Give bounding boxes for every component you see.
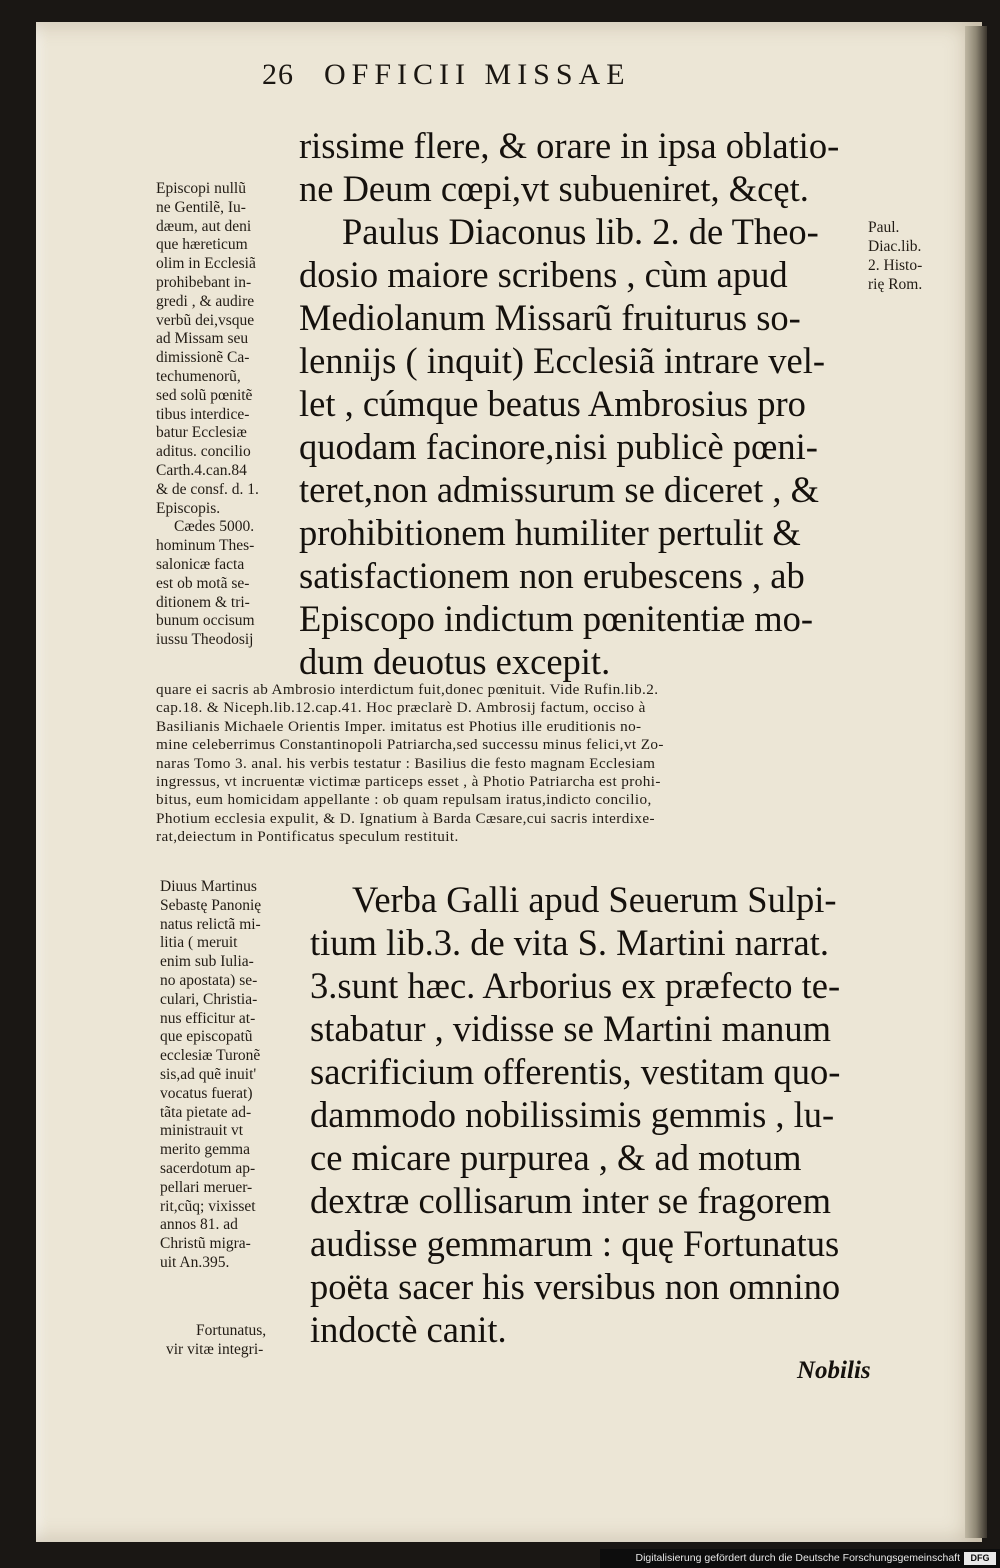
note-line: rię Rom. [868,276,923,293]
text-line: lennijs ( inquit) Ecclesiã intrare vel- [299,340,826,381]
text-line: indoctè canit. [310,1309,507,1350]
text-line: audisse gemmarum : quę Fortunatus [310,1223,840,1264]
text-line: ne Deum cœpi,vt subueniret, &cęt. [299,168,809,209]
note-line: techumenorũ, [156,368,241,385]
note-line: Photium ecclesia expulit, & D. Ignatium à Barda Cæsare,cui sacris interdixe- [156,809,655,827]
note-line: Basilianis Michaele Orientis Imper. imitatus est Photius ille eruditionis no- [156,717,642,735]
note-line: Cædes 5000. [174,518,255,536]
note-line: culari, Christia- [160,990,258,1008]
note-line: que hæreticum [156,236,248,254]
note-line: prohibebant in- [156,274,252,291]
note-line: natus relictã mi- [160,915,261,933]
note-line: que episcopatũ [160,1028,253,1046]
note-line: olim in Ecclesiã [156,255,256,273]
text-line: Paulus Diaconus lib. 2. de Theo- [342,211,819,252]
digitization-footer [600,1549,1000,1568]
note-line: vir vitæ integri- [166,1341,264,1358]
dfg-logo: DFG [964,1552,996,1565]
note-line: rat,deiectum in Pontificatus speculum restituit. [156,828,459,846]
note-line: Episcopi nullũ [156,180,246,197]
note-line: naras Tomo 3. anal. his verbis testatur : Basilius die festo magnam Ecclesiam [156,754,656,772]
note-line: Fortunatus, [196,1322,267,1339]
note-line: no apostata) se- [160,972,258,989]
note-line: rit,cũq; vixisset [160,1197,256,1215]
note-line: gredi , & audire [156,292,255,310]
note-line: Carth.4.can.84 [156,462,247,479]
note-line: annos 81. ad [160,1216,238,1234]
note-line: cap.18. & Niceph.lib.12.cap.41. Hoc præclarè D. Ambrosij factum, occiso à [156,699,646,717]
page-edge [965,26,987,1538]
note-line: bitus, eum homicidam appellante : ob quam repulsam iratus,indicto concilio, [156,791,652,809]
note-line: Episcopis. [156,499,221,517]
text-line: poëta sacer his versibus non omnino [310,1266,841,1307]
note-line: sacerdotum ap- [160,1160,256,1177]
note-line: ministrauit vt [160,1122,244,1140]
text-line: stabatur , vidisse se Martini manum [310,1008,832,1049]
note-line: iussu Theodosij [156,631,254,649]
text-line: dum deuotus excepit. [299,641,611,682]
text-line: prohibitionem humiliter pertulit & [299,512,801,553]
page-number: 26 [262,58,294,91]
note-line: aditus. concilio [156,443,251,461]
note-line: Paul. [868,219,900,236]
note-line: sis,ad quẽ inuit' [160,1066,257,1083]
note-line: Sebastę Panonię [160,896,262,914]
text-line: dammodo nobilissimis gemmis , lu- [310,1094,835,1135]
text-line: satisfactionem non erubescens , ab [299,555,805,596]
catchword: Nobilis [797,1357,871,1384]
note-line: dimissionẽ Ca- [156,349,250,367]
note-line: verbũ dei,vsque [156,311,255,329]
text-line: ce micare purpurea , & ad motum [310,1137,802,1178]
note-line: Diac.lib. [868,238,922,255]
note-line: enim sub Iulia- [160,953,254,971]
running-title: OFFICII MISSAE [324,58,631,91]
note-line: salonicæ facta [156,556,245,573]
text-line: Verba Galli apud Seuerum Sulpi- [352,879,837,920]
note-line: merito gemma [160,1141,250,1159]
note-line: bunum occisum [156,612,255,630]
running-header [262,58,631,92]
note-line: & de consf. d. 1. [156,480,259,498]
note-line: tibus interdice- [156,405,250,423]
text-line: let , cúmque beatus Ambrosius pro [299,383,806,424]
note-line: ecclesiæ Turonẽ [160,1047,261,1065]
note-line: 2. Histo- [868,257,923,274]
text-line: Mediolanum Missarũ fruiturus so- [299,297,801,338]
note-line: est ob motã se- [156,574,250,592]
text-line: dosio maiore scribens , cùm apud [299,254,788,295]
text-line: quodam facinore,nisi publicè pœni- [299,426,818,467]
note-line: mine celeberrimus Constantinopoli Patriarcha,sed successu minus felici,vt Zo- [156,736,664,754]
text-line: teret,non admissurum se diceret , & [299,469,819,510]
note-line: batur Ecclesiæ [156,424,247,442]
note-line: litia ( meruit [160,934,238,952]
note-line: tãta pietate ad- [160,1103,252,1121]
note-line: hominum Thes- [156,537,255,555]
note-line: dæum, aut deni [156,217,252,235]
text-line: tium lib.3. de vita S. Martini narrat. [310,922,830,963]
note-line: ad Missam seu [156,330,249,348]
note-line: pellari meruer- [160,1178,253,1196]
note-line: nus efficitur at- [160,1009,256,1027]
note-line: uit An.395. [160,1254,230,1271]
text-line: sacrificium offerentis, vestitam quo- [310,1051,841,1092]
note-line: sed solũ pœnitẽ [156,386,253,404]
note-line: vocatus fuerat) [160,1084,253,1102]
text-line: 3.sunt hæc. Arborius ex præfecto te- [310,965,841,1006]
text-line: Episcopo indictum pœnitentiæ mo- [299,598,813,639]
note-line: Diuus Martinus [160,878,257,895]
text-line: rissime flere, & orare in ipsa oblatio- [299,125,840,166]
text-line: dextræ collisarum inter se fragorem [310,1180,831,1221]
note-line: ne Gentilẽ, Iu- [156,198,246,216]
note-line: ingressus, vt incruentæ victimæ particeps esset , à Photio Patriarcha est prohi- [156,773,661,790]
footer-text: Digitalisierung gefördert durch die Deutsche Forschungsgemeinschaft [635,1552,960,1564]
note-line: Christũ migra- [160,1235,251,1253]
note-line: ditionem & tri- [156,593,250,611]
note-line: quare ei sacris ab Ambrosio interdictum fuit,donec pœnituit. Vide Rufin.lib.2. [156,681,659,698]
